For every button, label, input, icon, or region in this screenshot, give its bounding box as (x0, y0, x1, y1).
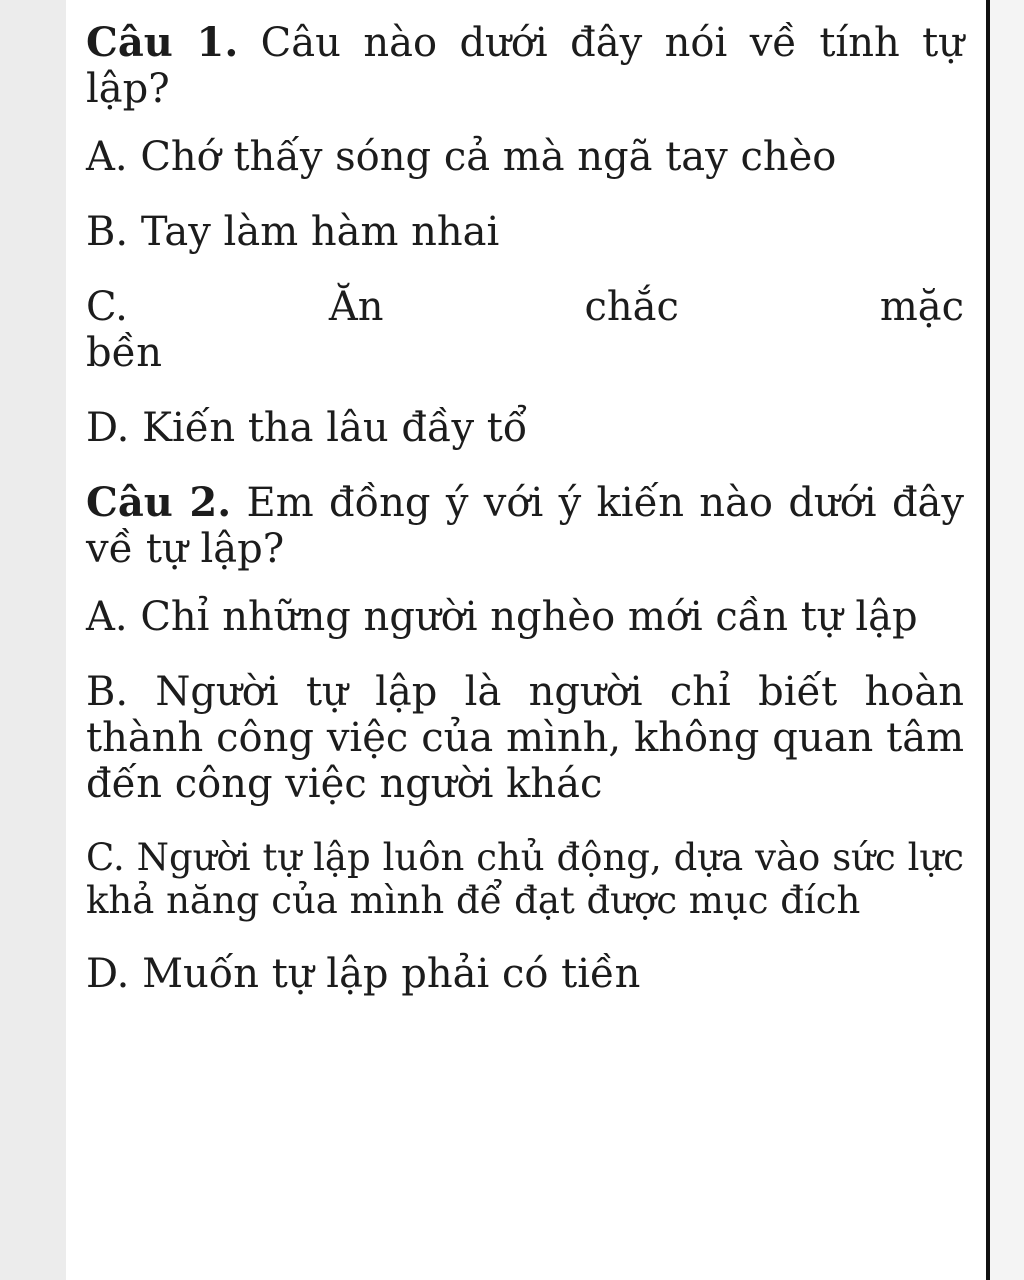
question-2-option-d: D. Muốn tự lập phải có tiền (86, 951, 641, 997)
question-1-label: Câu 1. (86, 19, 239, 66)
question-1-option-b: B. Tay làm hàm nhai (86, 209, 500, 255)
right-margin (990, 0, 1024, 1280)
question-2-option-a: A. Chỉ những người nghèo mới cần tự lập (86, 594, 918, 640)
question-1 (86, 20, 964, 112)
question-1-option-c-line-1: C. Ăn chắc mặc (86, 284, 964, 330)
question-1-option-d: D. Kiến tha lâu đầy tổ (86, 405, 528, 451)
question-2-label: Câu 2. (86, 479, 232, 526)
question-1-option-c (86, 284, 964, 376)
question-2-option-b: B. Người tự lập là người chỉ biết hoàn thành công việc của mình, không quan tâm đến công việc người khác (86, 669, 964, 807)
question-2-option-c: C. Người tự lập luôn chủ động, dựa vào sức lực khả năng của mình để đạt được mục đích (86, 836, 964, 922)
question-1-text: Câu nào dưới đây nói về tính tự lập? (86, 20, 964, 112)
question-2 (86, 480, 964, 572)
question-1-option-c-line-2: bền (86, 330, 162, 376)
question-1-option-a: A. Chớ thấy sóng cả mà ngã tay chèo (86, 134, 837, 180)
question-2-text: Em đồng ý với ý kiến nào dưới đây về tự lập? (86, 480, 964, 572)
quiz-content (86, 20, 964, 1026)
